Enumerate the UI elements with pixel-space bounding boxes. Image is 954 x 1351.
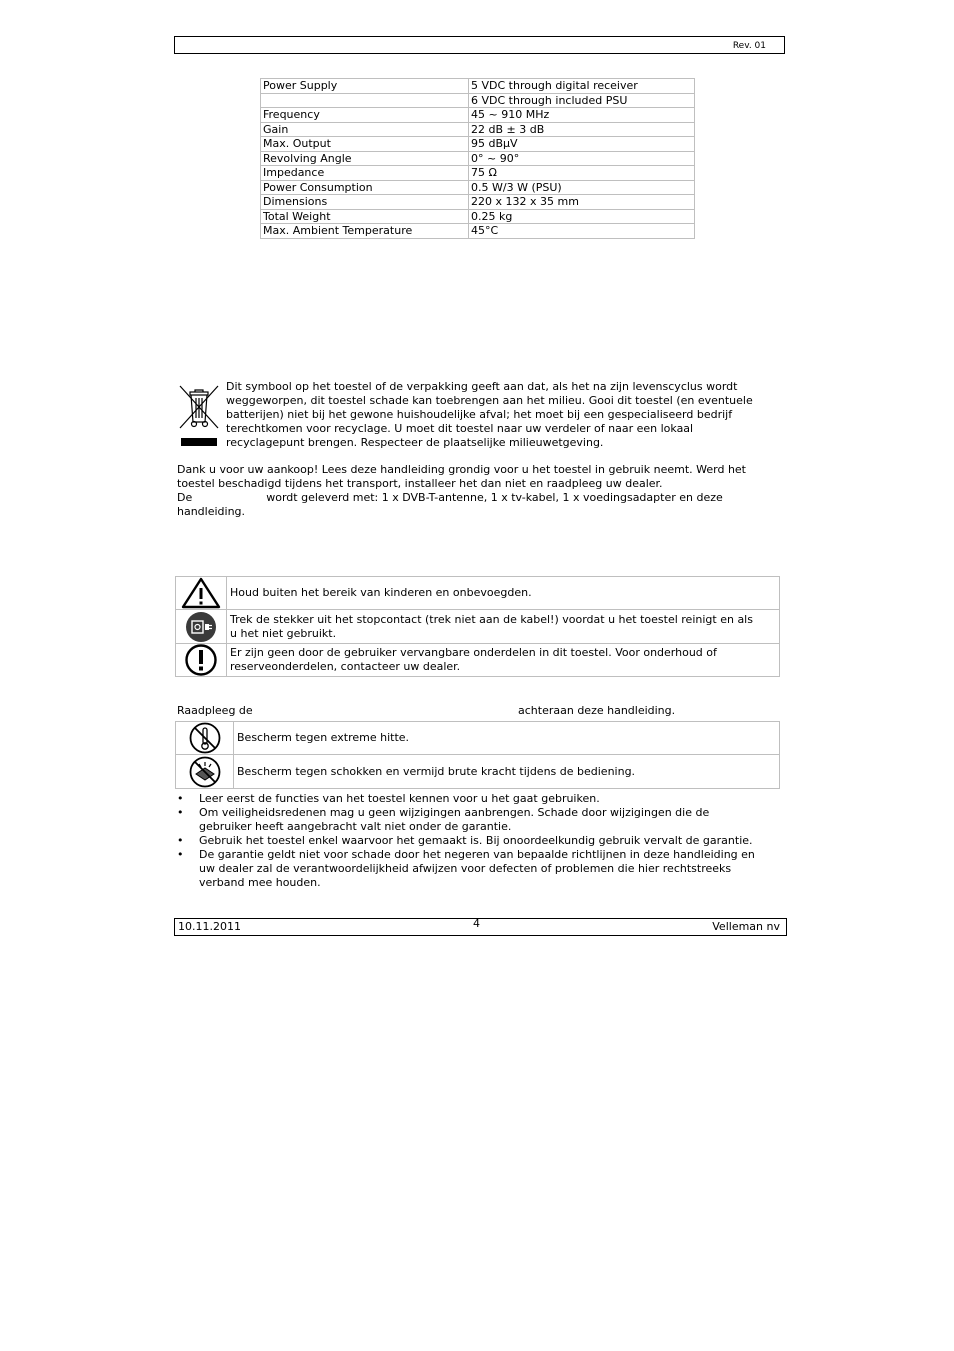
- table-row: [176, 722, 780, 755]
- table-row: [261, 151, 695, 166]
- safety-line: reserveonderdelen, contacteer uw dealer.: [230, 660, 461, 673]
- table-row: [261, 122, 695, 137]
- footer-box: [174, 918, 787, 936]
- intro-line: [177, 491, 777, 505]
- table-row: [261, 93, 695, 108]
- spec-key: Revolving Angle: [261, 151, 469, 166]
- guideline-text: [234, 755, 780, 789]
- safety-text: [227, 577, 780, 610]
- spec-value: 75 Ω: [469, 166, 695, 181]
- spec-key: Impedance: [261, 166, 469, 181]
- weee-line: batterijen) niet bij het gewone huishoudelijke afval; het moet bij een gespecialiseerd bedrijf: [226, 408, 733, 421]
- table-row: [176, 644, 780, 677]
- table-row: [261, 137, 695, 152]
- spec-key: Max. Ambient Temperature: [261, 224, 469, 239]
- table-row: [176, 577, 780, 610]
- intro-line-rest: wordt geleverd met: 1 x DVB-T-antenne, 1 x tv-kabel, 1 x voedingsadapter en deze: [266, 491, 723, 504]
- bullet-line: • De garantie geldt niet voor schade door het negeren van bepaalde richtlijnen in deze handleiding en: [199, 848, 755, 861]
- bullet-line: • Om veiligheidsredenen mag u geen wijzigingen aanbrengen. Schade door wijzigingen die de: [199, 806, 710, 819]
- spec-key: Frequency: [261, 108, 469, 123]
- intro-line-start: De: [177, 491, 193, 504]
- safety-text: [227, 610, 780, 644]
- spec-value: 45 ~ 910 MHz: [469, 108, 695, 123]
- spec-key: Power Supply: [261, 79, 469, 94]
- spec-key: Total Weight: [261, 209, 469, 224]
- bullet-line: gebruiker heeft aangebracht valt niet onder de garantie.: [199, 820, 512, 833]
- consult-start: Raadpleeg de: [177, 704, 253, 717]
- bullet-line: • Gebruik het toestel enkel waarvoor het gemaakt is. Bij onoordeelkundig gebruik vervalt de garantie.: [199, 834, 753, 847]
- spec-value: 0.5 W/3 W (PSU): [469, 180, 695, 195]
- safety-text: [227, 644, 780, 677]
- table-row: [261, 224, 695, 239]
- guideline-line: Bescherm tegen extreme hitte.: [237, 731, 410, 744]
- table-row: [261, 195, 695, 210]
- spec-value: 6 VDC through included PSU: [469, 93, 695, 108]
- spec-key: Dimensions: [261, 195, 469, 210]
- table-row: [261, 180, 695, 195]
- weee-line: recyclagepunt brengen. Respecteer de plaatselijke milieuwetgeving.: [226, 436, 604, 449]
- spec-value: 220 x 132 x 35 mm: [469, 195, 695, 210]
- weee-line: terechtkomen voor recyclage. U moet dit toestel naar uw verdeler of naar een lokaal: [226, 422, 694, 435]
- unplug-icon: [176, 610, 227, 644]
- safety-line: u het niet gebruikt.: [230, 626, 337, 640]
- footer-date: 10.11.2011: [178, 920, 241, 933]
- spec-value: 22 dB ± 3 dB: [469, 122, 695, 137]
- revision-label: Rev. 01: [732, 41, 766, 51]
- table-row: [176, 610, 780, 644]
- safety-table: [175, 576, 780, 677]
- guideline-bullets: [177, 792, 777, 890]
- list-item: [177, 792, 777, 806]
- safety-line: Er zijn geen door de gebruiker vervangbare onderdelen in dit toestel. Voor onderhoud of: [230, 646, 717, 659]
- weee-line: weggeworpen, dit toestel schade kan toebrengen aan het milieu. Gooi dit toestel (en eventuele: [226, 394, 753, 407]
- header-box: [174, 36, 785, 54]
- bullet-line: • Leer eerst de functies van het toestel kennen voor u het gaat gebruiken.: [199, 792, 600, 805]
- spec-value: 0° ~ 90°: [469, 151, 695, 166]
- spec-key: Max. Output: [261, 137, 469, 152]
- spec-value: 45°C: [469, 224, 695, 239]
- warning-triangle-icon: [176, 577, 227, 610]
- page-number: 4: [473, 917, 480, 930]
- spec-key: Gain: [261, 122, 469, 137]
- table-row: [261, 108, 695, 123]
- list-item: [177, 834, 777, 848]
- guideline-line: Bescherm tegen schokken en vermijd brute kracht tijdens de bediening.: [237, 764, 636, 778]
- table-row: [261, 79, 695, 94]
- weee-bin-icon: [178, 384, 220, 448]
- consult-end: achteraan deze handleiding.: [518, 704, 676, 717]
- safety-line: Trek de stekker uit het stopcontact (trek niet aan de kabel!) voordat u het toestel reinigt en als: [230, 612, 753, 626]
- safety-line: Houd buiten het bereik van kinderen en onbevoegden.: [230, 586, 532, 599]
- exclamation-circle-icon: [176, 644, 227, 677]
- bullet-line: verband mee houden.: [199, 876, 321, 889]
- table-row: [261, 166, 695, 181]
- no-shock-icon: [176, 755, 234, 789]
- intro-paragraph: [177, 463, 777, 519]
- specifications-table: [260, 78, 695, 239]
- spec-value: 95 dBµV: [469, 137, 695, 152]
- guideline-text: [234, 722, 780, 755]
- table-row: [176, 755, 780, 789]
- spec-key: [261, 93, 469, 108]
- list-item: [177, 806, 777, 834]
- spec-value: 5 VDC through digital receiver: [469, 79, 695, 94]
- spec-value: 0.25 kg: [469, 209, 695, 224]
- intro-line: Dank u voor uw aankoop! Lees deze handleiding grondig voor u het toestel in gebruik neemt. Werd het: [177, 463, 746, 476]
- list-item: [177, 848, 777, 890]
- intro-line: handleiding.: [177, 505, 246, 518]
- guidelines-table: [175, 721, 780, 789]
- intro-line: toestel beschadigd tijdens het transport, installeer het dan niet en raadpleeg uw dealer.: [177, 477, 663, 490]
- spec-key: Power Consumption: [261, 180, 469, 195]
- no-heat-icon: [176, 722, 234, 755]
- footer-company: Velleman nv: [712, 920, 780, 933]
- weee-notice: [226, 380, 771, 450]
- table-row: [261, 209, 695, 224]
- bullet-line: uw dealer zal de verantwoordelijkheid afwijzen voor defecten of problemen die hier rechtstreeks: [199, 862, 732, 875]
- weee-line: Dit symbool op het toestel of de verpakking geeft aan dat, als het na zijn levenscyclus wordt: [226, 380, 738, 393]
